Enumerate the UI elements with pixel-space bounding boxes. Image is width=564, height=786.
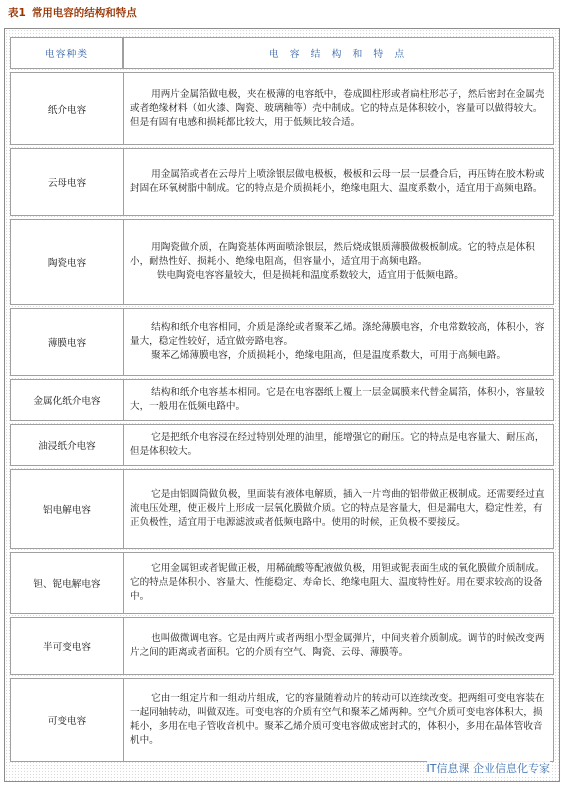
capacitor-description [123, 552, 554, 614]
capacitor-name: 金属化纸介电容 [10, 379, 123, 421]
capacitor-description [123, 424, 554, 466]
capacitor-description [123, 219, 554, 305]
table-row [10, 678, 554, 762]
description-paragraph: 用两片金属箔做电极，夹在极薄的电容纸中，卷成圆柱形或者扁柱形芯子，然后密封在金属壳或者绝缘材料（如火漆、陶瓷、玻璃釉等）壳中制成。它的特点是体积较小，容量可以做得较大。但是有固有电感和损耗都比较大，用于低频比较合适。 [130, 88, 545, 128]
table-title: 常用电容的结构和特点 [31, 7, 137, 19]
table-row [10, 617, 554, 675]
capacitor-description [123, 678, 554, 762]
table-caption [8, 5, 137, 23]
table-row [10, 379, 554, 421]
description-paragraph: 它由一组定片和一组动片组成，它的容量随着动片的转动可以连续改变。把两组可变电容装在一起同轴转动，叫做双连。可变电容的介质有空气和聚苯乙烯两种。空气介质可变电容体积大，损耗小，多用在电子管收音机中。聚苯乙烯介质可变电容做成密封式的，体积小，多用在晶体管收音机中。 [130, 693, 545, 746]
description-paragraph: 它是把纸介电容浸在经过特别处理的油里，能增强它的耐压。它的特点是电容量大、耐压高，但是体积较大。 [130, 432, 545, 457]
capacitor-name: 纸介电容 [10, 72, 123, 145]
description-paragraph: 结构和纸介电容相同，介质是涤纶或者聚苯乙烯。涤纶薄膜电容，介电常数较高，体积小，容量大，稳定性较好，适宜做旁路电容。 [130, 322, 545, 347]
description-paragraph: 铁电陶瓷电容容量较大，但是损耗和温度系数较大，适宜用于低频电路。 [156, 270, 464, 281]
description-paragraph: 用金属箔或者在云母片上喷涂银层做电极板，极板和云母一层一层叠合后，再压铸在胶木粉或封固在环氧树脂中制成。它的特点是介质损耗小，绝缘电阻大、温度系数小，适宜用于高频电路。 [130, 169, 545, 194]
description-paragraph: 聚苯乙烯薄膜电容，介质损耗小，绝缘电阻高，但是温度系数大，可用于高频电路。 [151, 350, 507, 361]
table-number: 表1 [8, 7, 26, 19]
table-row [10, 552, 554, 614]
table-row [10, 72, 554, 145]
capacitor-description [123, 469, 554, 549]
capacitor-name: 铝电解电容 [10, 469, 123, 549]
capacitor-description [123, 308, 554, 376]
header-row [10, 37, 554, 69]
description-paragraph: 它是由铝圆筒做负极，里面装有液体电解质，插入一片弯曲的铝带做正极制成。还需要经过直流电压处理，使正极片上形成一层氧化膜做介质。它的特点是容量大，但是漏电大，稳定性差，有正负极性，适宜用于电源滤波或者低频电路中。使用的时候，正负极不要接反。 [130, 489, 545, 528]
capacitor-description [123, 148, 554, 216]
capacitor-description [123, 617, 554, 675]
capacitor-name: 云母电容 [10, 148, 123, 216]
table-row [10, 219, 554, 305]
header-type: 电容种类 [10, 37, 123, 69]
capacitor-name: 半可变电容 [10, 617, 123, 675]
capacitor-description [123, 72, 554, 145]
description-paragraph: 结构和纸介电容基本相同。它是在电容器纸上覆上一层金属膜来代替金属箔，体积小，容量较大，一般用在低频电路中。 [130, 387, 545, 412]
description-paragraph: 它用金属钽或者铌做正极，用稀硫酸等配液做负极，用钽或铌表面生成的氧化膜做介质制成。它的特点是体积小、容量大、性能稳定、寿命长、绝缘电阻大、温度特性好。用在要求较高的设备中。 [130, 563, 545, 602]
capacitor-name: 可变电容 [10, 678, 123, 762]
capacitor-name: 陶瓷电容 [10, 219, 123, 305]
table-row [10, 148, 554, 216]
description-paragraph: 用陶瓷做介质，在陶瓷基体两面喷涂银层，然后烧成银质薄膜做极板制成。它的特点是体积小，耐热性好、损耗小、绝缘电阻高，但容量小，适宜用于高频电路。 [130, 242, 535, 267]
capacitor-table [10, 34, 554, 765]
table-row [10, 469, 554, 549]
header-structure: 电 容 结 构 和 特 点 [123, 37, 554, 69]
capacitor-name: 钽、铌电解电容 [10, 552, 123, 614]
table-row [10, 424, 554, 466]
capacitor-name: 薄膜电容 [10, 308, 123, 376]
capacitor-name: 油浸纸介电容 [10, 424, 123, 466]
table-row [10, 308, 554, 376]
capacitor-description [123, 379, 554, 421]
description-paragraph: 也叫做微调电容。它是由两片或者两组小型金属弹片，中间夹着介质制成。调节的时候改变两片之间的距离或者面积。它的介质有空气、陶瓷、云母、薄膜等。 [130, 633, 545, 658]
site-watermark: IT信息课 企业信息化专家 [426, 762, 550, 775]
table-frame [4, 28, 560, 782]
